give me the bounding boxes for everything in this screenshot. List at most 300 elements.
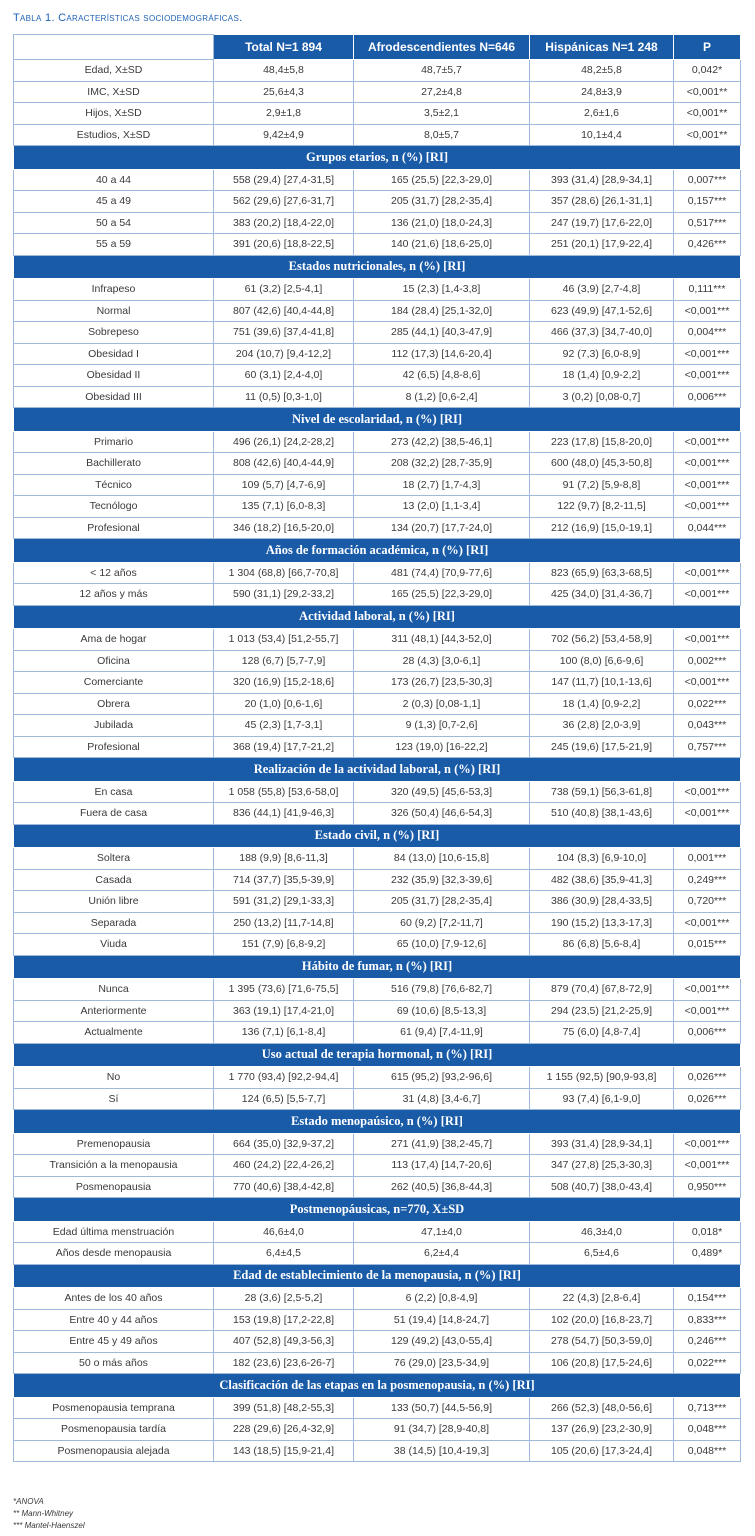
cell-total: 128 (6,7) [5,7-7,9] (214, 650, 354, 672)
cell-afro: 76 (29,0) [23,5-34,9] (354, 1352, 530, 1374)
cell-total: 109 (5,7) [4,7-6,9] (214, 474, 354, 496)
cell-p: <0,001*** (674, 1155, 741, 1177)
section-title: Edad de establecimiento de la menopausia, n (%) [RI] (14, 1264, 741, 1288)
cell-afro: 123 (19,0) [16-22,2] (354, 736, 530, 758)
cell-total: 562 (29,6) [27,6-31,7] (214, 191, 354, 213)
cell-p: 0,026*** (674, 1088, 741, 1110)
cell-total: 182 (23,6) [23,6-26-7] (214, 1352, 354, 1374)
cell-hispanic: 347 (27,8) [25,3-30,3] (530, 1155, 674, 1177)
cell-p: <0,001*** (674, 1000, 741, 1022)
table-row (14, 453, 741, 475)
cell-afro: 18 (2,7) [1,7-4,3] (354, 474, 530, 496)
cell-hispanic: 2,6±1,6 (530, 103, 674, 125)
table-row (14, 279, 741, 301)
section-title: Años de formación académica, n (%) [RI] (14, 539, 741, 563)
cell-total: 1 304 (68,8) [66,7-70,8] (214, 562, 354, 584)
cell-hispanic: 466 (37,3) [34,7-40,0] (530, 322, 674, 344)
row-label: Estudios, X±SD (14, 124, 214, 146)
cell-afro: 129 (49,2) [43,0-55,4] (354, 1331, 530, 1353)
row-label: < 12 años (14, 562, 214, 584)
row-label: Transición a la menopausia (14, 1155, 214, 1177)
cell-p: <0,001*** (674, 912, 741, 934)
cell-total: 346 (18,2) [16,5-20,0] (214, 517, 354, 539)
row-label: 50 o más años (14, 1352, 214, 1374)
table-row (14, 474, 741, 496)
section-title: Hábito de fumar, n (%) [RI] (14, 955, 741, 979)
cell-p: 0,154*** (674, 1288, 741, 1310)
cell-total: 590 (31,1) [29,2-33,2] (214, 584, 354, 606)
table-row (14, 1088, 741, 1110)
footnote-anova: *ANOVA (13, 1497, 44, 1506)
cell-hispanic: 212 (16,9) [15,0-19,1] (530, 517, 674, 539)
cell-hispanic: 278 (54,7) [50,3-59,0] (530, 1331, 674, 1353)
cell-hispanic: 879 (70,4) [67,8-72,9] (530, 979, 674, 1001)
cell-total: 558 (29,4) [27,4-31,5] (214, 169, 354, 191)
cell-afro: 262 (40,5) [36,8-44,3] (354, 1176, 530, 1198)
row-label: Premenopausia (14, 1133, 214, 1155)
section-header-row (14, 955, 741, 979)
cell-hispanic: 247 (19,7) [17,6-22,0] (530, 212, 674, 234)
cell-total: 28 (3,6) [2,5-5,2] (214, 1288, 354, 1310)
row-label: Actualmente (14, 1022, 214, 1044)
cell-afro: 91 (34,7) [28,9-40,8] (354, 1419, 530, 1441)
cell-p: 0,022*** (674, 1352, 741, 1374)
cell-hispanic: 104 (8,3) [6,9-10,0] (530, 848, 674, 870)
table-row (14, 1288, 741, 1310)
cell-afro: 112 (17,3) [14,6-20,4] (354, 343, 530, 365)
cell-hispanic: 22 (4,3) [2,8-6,4] (530, 1288, 674, 1310)
cell-total: 407 (52,8) [49,3-56,3] (214, 1331, 354, 1353)
cell-total: 46,6±4,0 (214, 1221, 354, 1243)
cell-afro: 165 (25,5) [22,3-29,0] (354, 169, 530, 191)
section-title: Estados nutricionales, n (%) [RI] (14, 255, 741, 279)
row-label: Primario (14, 431, 214, 453)
cell-afro: 51 (19,4) [14,8-24,7] (354, 1309, 530, 1331)
cell-hispanic: 510 (40,8) [38,1-43,6] (530, 803, 674, 825)
table-row (14, 431, 741, 453)
cell-hispanic: 823 (65,9) [63,3-68,5] (530, 562, 674, 584)
row-label: Posmenopausia temprana (14, 1397, 214, 1419)
cell-hispanic: 36 (2,8) [2,0-3,9] (530, 715, 674, 737)
cell-afro: 205 (31,7) [28,2-35,4] (354, 191, 530, 213)
cell-p: 0,007*** (674, 169, 741, 191)
section-header-row (14, 539, 741, 563)
table-row (14, 1221, 741, 1243)
cell-afro: 184 (28,4) [25,1-32,0] (354, 300, 530, 322)
cell-hispanic: 245 (19,6) [17,5-21,9] (530, 736, 674, 758)
table-row (14, 1352, 741, 1374)
cell-afro: 15 (2,3) [1,4-3,8] (354, 279, 530, 301)
cell-total: 714 (37,7) [35,5-39,9] (214, 869, 354, 891)
cell-afro: 481 (74,4) [70,9-77,6] (354, 562, 530, 584)
cell-p: 0,006*** (674, 1022, 741, 1044)
cell-afro: 65 (10,0) [7,9-12,6] (354, 934, 530, 956)
cell-afro: 6,2±4,4 (354, 1243, 530, 1265)
table-row (14, 103, 741, 125)
cell-hispanic: 425 (34,0) [31,4-36,7] (530, 584, 674, 606)
header-blank (14, 35, 214, 60)
table-row (14, 1133, 741, 1155)
cell-p: 0,048*** (674, 1419, 741, 1441)
cell-p: 0,042* (674, 60, 741, 82)
cell-hispanic: 24,8±3,9 (530, 81, 674, 103)
cell-total: 151 (7,9) [6,8-9,2] (214, 934, 354, 956)
section-title: Nivel de escolaridad, n (%) [RI] (14, 408, 741, 432)
cell-p: 0,157*** (674, 191, 741, 213)
cell-p: <0,001*** (674, 343, 741, 365)
table-row (14, 979, 741, 1001)
cell-hispanic: 10,1±4,4 (530, 124, 674, 146)
section-title: Grupos etarios, n (%) [RI] (14, 146, 741, 170)
cell-hispanic: 102 (20,0) [16,8-23,7] (530, 1309, 674, 1331)
cell-total: 188 (9,9) [8,6-11,3] (214, 848, 354, 870)
row-label: Obesidad III (14, 386, 214, 408)
cell-afro: 8,0±5,7 (354, 124, 530, 146)
cell-total: 368 (19,4) [17,7-21,2] (214, 736, 354, 758)
cell-hispanic: 3 (0,2) [0,08-0,7] (530, 386, 674, 408)
row-label: Separada (14, 912, 214, 934)
cell-afro: 31 (4,8) [3,4-6,7] (354, 1088, 530, 1110)
cell-hispanic: 91 (7,2) [5,9-8,8] (530, 474, 674, 496)
row-label: Sí (14, 1088, 214, 1110)
cell-hispanic: 122 (9,7) [8,2-11,5] (530, 496, 674, 518)
cell-afro: 42 (6,5) [4,8-8,6] (354, 365, 530, 387)
header-hispanic: Hispánicas N=1 248 (530, 35, 674, 60)
cell-afro: 48,7±5,7 (354, 60, 530, 82)
cell-hispanic: 75 (6,0) [4,8-7,4] (530, 1022, 674, 1044)
table-row (14, 650, 741, 672)
table-row (14, 60, 741, 82)
cell-p: 0,833*** (674, 1309, 741, 1331)
cell-total: 61 (3,2) [2,5-4,1] (214, 279, 354, 301)
cell-afro: 38 (14,5) [10,4-19,3] (354, 1440, 530, 1462)
section-header-row (14, 408, 741, 432)
table-row (14, 781, 741, 803)
cell-p: <0,001** (674, 103, 741, 125)
cell-p: <0,001*** (674, 979, 741, 1001)
cell-total: 363 (19,1) [17,4-21,0] (214, 1000, 354, 1022)
table-row (14, 191, 741, 213)
row-label: Edad, X±SD (14, 60, 214, 82)
cell-afro: 8 (1,2) [0,6-2,4] (354, 386, 530, 408)
section-header-row (14, 1264, 741, 1288)
table-row (14, 169, 741, 191)
row-label: Viuda (14, 934, 214, 956)
header-afro: Afrodescendientes N=646 (354, 35, 530, 60)
table-row (14, 715, 741, 737)
cell-total: 250 (13,2) [11,7-14,8] (214, 912, 354, 934)
row-label: Posmenopausia alejada (14, 1440, 214, 1462)
cell-p: <0,001*** (674, 781, 741, 803)
cell-p: 0,426*** (674, 234, 741, 256)
table-row (14, 803, 741, 825)
sociodemographic-table (13, 34, 741, 1462)
table-row (14, 1331, 741, 1353)
table-row (14, 912, 741, 934)
cell-p: 0,044*** (674, 517, 741, 539)
cell-afro: 615 (95,2) [93,2-96,6] (354, 1067, 530, 1089)
cell-hispanic: 702 (56,2) [53,4-58,9] (530, 629, 674, 651)
cell-afro: 47,1±4,0 (354, 1221, 530, 1243)
cell-hispanic: 137 (26,9) [23,2-30,9] (530, 1419, 674, 1441)
table-row (14, 1067, 741, 1089)
footnotes (13, 1496, 85, 1532)
section-header-row (14, 1110, 741, 1134)
cell-hispanic: 46 (3,9) [2,7-4,8] (530, 279, 674, 301)
cell-p: 0,015*** (674, 934, 741, 956)
cell-hispanic: 86 (6,8) [5,6-8,4] (530, 934, 674, 956)
cell-total: 2,9±1,8 (214, 103, 354, 125)
row-label: Antes de los 40 años (14, 1288, 214, 1310)
cell-afro: 60 (9,2) [7,2-11,7] (354, 912, 530, 934)
cell-hispanic: 1 155 (92,5) [90,9-93,8] (530, 1067, 674, 1089)
cell-hispanic: 266 (52,3) [48,0-56,6] (530, 1397, 674, 1419)
table-row (14, 584, 741, 606)
cell-total: 60 (3,1) [2,4-4,0] (214, 365, 354, 387)
table-row (14, 212, 741, 234)
cell-p: 0,004*** (674, 322, 741, 344)
row-label: Años desde menopausia (14, 1243, 214, 1265)
cell-p: 0,111*** (674, 279, 741, 301)
cell-afro: 84 (13,0) [10,6-15,8] (354, 848, 530, 870)
cell-afro: 326 (50,4) [46,6-54,3] (354, 803, 530, 825)
cell-hispanic: 386 (30,9) [28,4-33,5] (530, 891, 674, 913)
cell-hispanic: 223 (17,8) [15,8-20,0] (530, 431, 674, 453)
cell-afro: 285 (44,1) [40,3-47,9] (354, 322, 530, 344)
row-label: Unión libre (14, 891, 214, 913)
cell-total: 320 (16,9) [15,2-18,6] (214, 672, 354, 694)
section-title: Actividad laboral, n (%) [RI] (14, 605, 741, 629)
section-title: Uso actual de terapia hormonal, n (%) [RI] (14, 1043, 741, 1067)
section-header-row (14, 758, 741, 782)
cell-p: <0,001** (674, 124, 741, 146)
cell-total: 135 (7,1) [6,0-8,3] (214, 496, 354, 518)
cell-afro: 134 (20,7) [17,7-24,0] (354, 517, 530, 539)
cell-p: 0,713*** (674, 1397, 741, 1419)
row-label: 40 a 44 (14, 169, 214, 191)
cell-p: 0,950*** (674, 1176, 741, 1198)
cell-total: 143 (18,5) [15,9-21,4] (214, 1440, 354, 1462)
header-p: P (674, 35, 741, 60)
cell-afro: 136 (21,0) [18,0-24,3] (354, 212, 530, 234)
cell-hispanic: 18 (1,4) [0,9-2,2] (530, 365, 674, 387)
section-header-row (14, 1043, 741, 1067)
table-header (14, 35, 741, 60)
row-label: Técnico (14, 474, 214, 496)
row-label: Anteriormente (14, 1000, 214, 1022)
section-header-row (14, 1374, 741, 1398)
row-label: Fuera de casa (14, 803, 214, 825)
cell-afro: 205 (31,7) [28,2-35,4] (354, 891, 530, 913)
cell-afro: 173 (26,7) [23,5-30,3] (354, 672, 530, 694)
cell-p: <0,001** (674, 81, 741, 103)
cell-hispanic: 92 (7,3) [6,0-8,9] (530, 343, 674, 365)
cell-afro: 320 (49,5) [45,6-53,3] (354, 781, 530, 803)
cell-total: 807 (42,6) [40,4-44,8] (214, 300, 354, 322)
cell-afro: 27,2±4,8 (354, 81, 530, 103)
table-row (14, 1419, 741, 1441)
cell-afro: 69 (10,6) [8,5-13,3] (354, 1000, 530, 1022)
row-label: Obesidad II (14, 365, 214, 387)
row-label: Hijos, X±SD (14, 103, 214, 125)
cell-total: 48,4±5,8 (214, 60, 354, 82)
cell-hispanic: 18 (1,4) [0,9-2,2] (530, 693, 674, 715)
cell-total: 124 (6,5) [5,5-7,7] (214, 1088, 354, 1110)
cell-afro: 133 (50,7) [44,5-56,9] (354, 1397, 530, 1419)
cell-p: 0,043*** (674, 715, 741, 737)
cell-total: 664 (35,0) [32,9-37,2] (214, 1133, 354, 1155)
cell-p: <0,001*** (674, 474, 741, 496)
cell-afro: 140 (21,6) [18,6-25,0] (354, 234, 530, 256)
cell-p: 0,002*** (674, 650, 741, 672)
cell-p: 0,517*** (674, 212, 741, 234)
table-row (14, 234, 741, 256)
table-row (14, 124, 741, 146)
section-header-row (14, 1198, 741, 1222)
cell-total: 751 (39,6) [37,4-41,8] (214, 322, 354, 344)
cell-p: <0,001*** (674, 431, 741, 453)
table-row (14, 736, 741, 758)
section-title: Postmenopáusicas, n=770, X±SD (14, 1198, 741, 1222)
cell-total: 496 (26,1) [24,2-28,2] (214, 431, 354, 453)
cell-hispanic: 600 (48,0) [45,3-50,8] (530, 453, 674, 475)
cell-p: <0,001*** (674, 562, 741, 584)
table-row (14, 1155, 741, 1177)
section-title: Clasificación de las etapas en la posmenopausia, n (%) [RI] (14, 1374, 741, 1398)
table-row (14, 869, 741, 891)
table-row (14, 1022, 741, 1044)
cell-total: 770 (40,6) [38,4-42,8] (214, 1176, 354, 1198)
table-row (14, 1243, 741, 1265)
cell-afro: 165 (25,5) [22,3-29,0] (354, 584, 530, 606)
cell-hispanic: 623 (49,9) [47,1-52,6] (530, 300, 674, 322)
cell-total: 45 (2,3) [1,7-3,1] (214, 715, 354, 737)
cell-afro: 516 (79,8) [76,6-82,7] (354, 979, 530, 1001)
cell-afro: 3,5±2,1 (354, 103, 530, 125)
cell-hispanic: 393 (31,4) [28,9-34,1] (530, 1133, 674, 1155)
section-title: Estado menopaúsico, n (%) [RI] (14, 1110, 741, 1134)
cell-p: <0,001*** (674, 672, 741, 694)
row-label: Comerciante (14, 672, 214, 694)
cell-afro: 28 (4,3) [3,0-6,1] (354, 650, 530, 672)
section-title: Realización de la actividad laboral, n (%) [RI] (14, 758, 741, 782)
cell-afro: 2 (0,3) [0,08-1,1] (354, 693, 530, 715)
cell-p: 0,006*** (674, 386, 741, 408)
cell-afro: 113 (17,4) [14,7-20,6] (354, 1155, 530, 1177)
cell-hispanic: 190 (15,2) [13,3-17,3] (530, 912, 674, 934)
table-row (14, 1397, 741, 1419)
section-header-row (14, 605, 741, 629)
row-label: Obesidad I (14, 343, 214, 365)
table-body (14, 60, 741, 1462)
section-title: Estado civil, n (%) [RI] (14, 824, 741, 848)
table-row (14, 848, 741, 870)
cell-total: 6,4±4,5 (214, 1243, 354, 1265)
row-label: Sobrepeso (14, 322, 214, 344)
table-row (14, 365, 741, 387)
cell-total: 25,6±4,3 (214, 81, 354, 103)
table-row (14, 517, 741, 539)
cell-total: 808 (42,6) [40,4-44,9] (214, 453, 354, 475)
cell-p: <0,001*** (674, 803, 741, 825)
row-label: Profesional (14, 736, 214, 758)
row-label: Entre 40 y 44 años (14, 1309, 214, 1331)
cell-p: <0,001*** (674, 1133, 741, 1155)
section-header-row (14, 146, 741, 170)
cell-p: <0,001*** (674, 629, 741, 651)
cell-total: 11 (0,5) [0,3-1,0] (214, 386, 354, 408)
cell-p: 0,246*** (674, 1331, 741, 1353)
cell-afro: 311 (48,1) [44,3-52,0] (354, 629, 530, 651)
cell-hispanic: 6,5±4,6 (530, 1243, 674, 1265)
row-label: IMC, X±SD (14, 81, 214, 103)
cell-total: 391 (20,6) [18,8-22,5] (214, 234, 354, 256)
table-row (14, 562, 741, 584)
row-label: Posmenopausia tardía (14, 1419, 214, 1441)
table-row (14, 672, 741, 694)
row-label: Ama de hogar (14, 629, 214, 651)
cell-hispanic: 738 (59,1) [56,3-61,8] (530, 781, 674, 803)
cell-total: 9,42±4,9 (214, 124, 354, 146)
cell-hispanic: 357 (28,6) [26,1-31,1] (530, 191, 674, 213)
cell-total: 460 (24,2) [22,4-26,2] (214, 1155, 354, 1177)
row-label: Infrapeso (14, 279, 214, 301)
row-label: 45 a 49 (14, 191, 214, 213)
row-label: 50 a 54 (14, 212, 214, 234)
cell-total: 153 (19,8) [17,2-22,8] (214, 1309, 354, 1331)
cell-total: 1 395 (73,6) [71,6-75,5] (214, 979, 354, 1001)
table-row (14, 934, 741, 956)
cell-total: 1 058 (55,8) [53,6-58,0] (214, 781, 354, 803)
cell-hispanic: 508 (40,7) [38,0-43,4] (530, 1176, 674, 1198)
table-row (14, 322, 741, 344)
row-label: Bachillerato (14, 453, 214, 475)
cell-hispanic: 106 (20,8) [17,5-24,6] (530, 1352, 674, 1374)
table-row (14, 693, 741, 715)
cell-total: 591 (31,2) [29,1-33,3] (214, 891, 354, 913)
cell-hispanic: 147 (11,7) [10,1-13,6] (530, 672, 674, 694)
section-header-row (14, 255, 741, 279)
row-label: Casada (14, 869, 214, 891)
cell-hispanic: 294 (23,5) [21,2-25,9] (530, 1000, 674, 1022)
cell-p: 0,757*** (674, 736, 741, 758)
cell-hispanic: 393 (31,4) [28,9-34,1] (530, 169, 674, 191)
cell-p: 0,001*** (674, 848, 741, 870)
cell-hispanic: 482 (38,6) [35,9-41,3] (530, 869, 674, 891)
cell-p: 0,720*** (674, 891, 741, 913)
row-label: Posmenopausia (14, 1176, 214, 1198)
cell-total: 1 013 (53,4) [51,2-55,7] (214, 629, 354, 651)
table-row (14, 891, 741, 913)
table-row (14, 300, 741, 322)
cell-p: <0,001*** (674, 496, 741, 518)
cell-hispanic: 93 (7,4) [6,1-9,0] (530, 1088, 674, 1110)
row-label: Entre 45 y 49 años (14, 1331, 214, 1353)
row-label: Obrera (14, 693, 214, 715)
cell-hispanic: 46,3±4,0 (530, 1221, 674, 1243)
cell-total: 136 (7,1) [6,1-8,4] (214, 1022, 354, 1044)
cell-p: 0,022*** (674, 693, 741, 715)
row-label: Jubilada (14, 715, 214, 737)
cell-afro: 271 (41,9) [38,2-45,7] (354, 1133, 530, 1155)
row-label: No (14, 1067, 214, 1089)
row-label: Normal (14, 300, 214, 322)
table-row (14, 1000, 741, 1022)
cell-p: 0,489* (674, 1243, 741, 1265)
cell-p: <0,001*** (674, 453, 741, 475)
cell-p: 0,249*** (674, 869, 741, 891)
row-label: Edad última menstruación (14, 1221, 214, 1243)
